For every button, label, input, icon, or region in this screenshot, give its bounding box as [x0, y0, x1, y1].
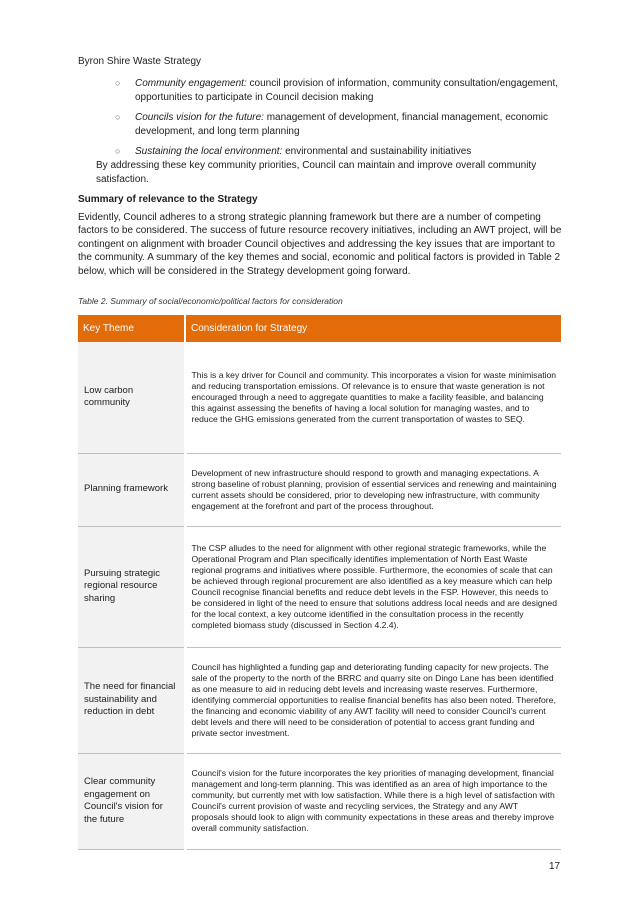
factors-table — [78, 315, 561, 850]
table-row — [78, 526, 561, 647]
bullet-lead: Councils vision for the future: — [135, 112, 264, 123]
bullet-circle-icon: ○ — [115, 112, 121, 122]
consideration-cell: This is a key driver for Council and community. This incorporates a vision for waste minimisation and reducing transportation emissions. Of relevance is to ensure that waste generation is not encouraged through a need to aggregate quantities to make a facility feasible, and balancing this against assessing the benefits of having a local solution for managing wastes, and to reduce the GHG emissions generated from the current transportation of wastes to SEQ. — [185, 342, 561, 453]
consideration-cell: The CSP alludes to the need for alignment with other regional strategic frameworks, while the Operational Program and Plan specifically identifies implementation of North East Waste regional programs and initiatives where possible. Furthermore, the economies of scale that can be achieved through regional procurement are also identified as a key measure which can help Council recognise financial benefits and reduce debt levels in the FSP. However, this needs to be considered in light of the need to ensure that solutions address local needs and are designed for the local context, a key outcome identified in the consultation process in the recently completed biomass study (discussed in Section 4.2.4). — [185, 526, 561, 647]
column-header-consideration: Consideration for Strategy — [185, 315, 561, 342]
bullet-text: environmental and sustainability initiatives — [282, 146, 472, 157]
bullet-item — [115, 77, 565, 104]
page-number: 17 — [549, 861, 561, 872]
bullet-text: management of development, financial management, economic development, and long term planning — [135, 112, 549, 137]
bullet-item — [115, 145, 565, 159]
bullet-lead: Community engagement: — [135, 78, 247, 89]
table-row — [78, 647, 561, 753]
table-header-row — [78, 315, 561, 342]
key-theme-cell: Pursuing strategic regional resource sharing — [78, 526, 185, 647]
bullet-circle-icon: ○ — [115, 78, 121, 88]
table-row — [78, 753, 561, 849]
priority-bullet-list — [115, 77, 565, 166]
bullet-lead: Sustaining the local environment: — [135, 146, 283, 157]
running-header: Byron Shire Waste Strategy — [78, 56, 202, 67]
key-theme-cell: Planning framework — [78, 453, 185, 526]
consideration-cell: Council has highlighted a funding gap and deteriorating funding capacity for new projects. The sale of the property to the north of the BRRC and quarry site on Dingo Lane has been identified as one measure to aid in reducing debt levels and increasing waste reserves. Furthermore, identifying commercial opportunities to realise financial benefits has also been noted. Therefore, the financing and economic viability of any AWT facility will need to consider Council's current debt levels and there will need to be consideration of potential to access grant funding and private sector investment. — [185, 647, 561, 753]
table-caption: Table 2. Summary of social/economic/political factors for consideration — [78, 296, 343, 306]
summary-paragraph: By addressing these key community priorities, Council can maintain and improve overall community satisfaction. — [96, 160, 537, 185]
consideration-cell: Council's vision for the future incorporates the key priorities of managing development, financial management and long-term planning. This was identified as an area of high importance to the community, but currently met with low satisfaction. While there is a high level of satisfaction with Council's current provision of waste and recycling services, the Strategy and any AWT proposals should look to align with community expectations in these areas and thereby improve overall community satisfaction. — [185, 753, 561, 849]
consideration-cell: Development of new infrastructure should respond to growth and managing expectations. A strong baseline of robust planning, provision of essential services and renewing and maintaining current assets should be considered, prior to developing new infrastructure, with community engagement at the forefront and part of the process throughout. — [185, 453, 561, 526]
column-header-key-theme: Key Theme — [78, 315, 185, 342]
key-theme-cell: Clear community engagement on Council's vision for the future — [78, 753, 185, 849]
table-row — [78, 342, 561, 453]
section-heading: Summary of relevance to the Strategy — [78, 194, 258, 205]
body-paragraph: Evidently, Council adheres to a strong strategic planning framework but there are a number of competing factors to be considered. The success of future resource recovery initiatives, including an AWT project, will be contingent on alignment with broader Council objectives and addressing the key issues that are important to the community. A summary of the key themes and social, economic and political factors is provided in Table 2 below, which will be considered in the Strategy development going forward. — [78, 212, 562, 277]
key-theme-cell: Low carbon community — [78, 342, 185, 453]
bullet-item — [115, 111, 565, 138]
key-theme-cell: The need for financial sustainability and reduction in debt — [78, 647, 185, 753]
bullet-circle-icon: ○ — [115, 146, 121, 156]
bullet-text: council provision of information, community consultation/engagement, opportunities to participate in Council decision making — [135, 78, 559, 103]
table-row — [78, 453, 561, 526]
